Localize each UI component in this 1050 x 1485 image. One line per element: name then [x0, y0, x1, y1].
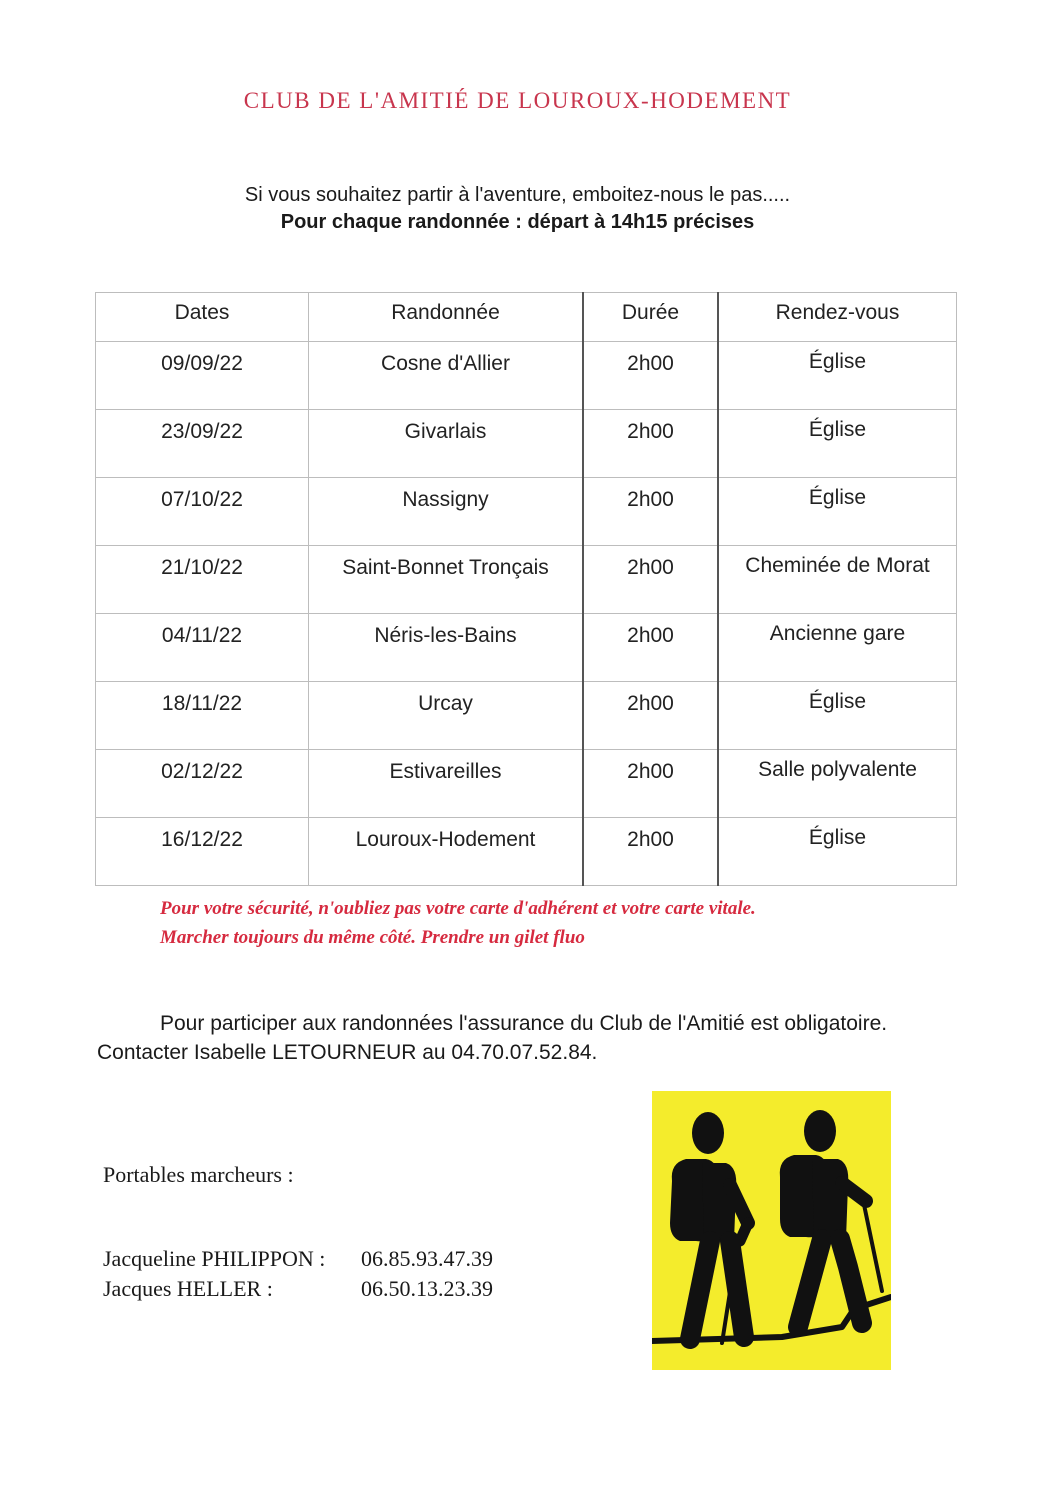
contact-line	[103, 1246, 493, 1272]
table-row	[96, 818, 957, 886]
cell-date: 21/10/22	[96, 546, 309, 614]
contact-number: 06.85.93.47.39	[361, 1246, 493, 1271]
cell-duree: 2h00	[583, 614, 718, 682]
cell-rendez-vous: Ancienne gare	[718, 614, 957, 682]
cell-date: 04/11/22	[96, 614, 309, 682]
hikers-icon	[652, 1091, 891, 1370]
safety-notice-line: Marcher toujours du même côté. Prendre un gilet fluo	[160, 927, 585, 948]
cell-date: 07/10/22	[96, 478, 309, 546]
cell-duree: 2h00	[583, 682, 718, 750]
cell-randonnee: Louroux-Hodement	[309, 818, 584, 886]
table-header-row	[96, 293, 957, 342]
cell-rendez-vous: Église	[718, 818, 957, 886]
cell-duree: 2h00	[583, 410, 718, 478]
cell-date: 23/09/22	[96, 410, 309, 478]
contact-name: Jacqueline PHILIPPON :	[103, 1246, 326, 1271]
intro-line: Si vous souhaitez partir à l'aventure, emboitez-nous le pas.....	[244, 184, 791, 206]
cell-duree: 2h00	[583, 478, 718, 546]
cell-rendez-vous: Cheminée de Morat	[718, 546, 957, 614]
table-row	[96, 682, 957, 750]
safety-notice-line: Pour votre sécurité, n'oubliez pas votre carte d'adhérent et votre carte vitale.	[160, 898, 756, 919]
cell-duree: 2h00	[583, 342, 718, 410]
cell-randonnee: Saint-Bonnet Tronçais	[309, 546, 584, 614]
cell-randonnee: Néris-les-Bains	[309, 614, 584, 682]
cell-date: 18/11/22	[96, 682, 309, 750]
table-row	[96, 410, 957, 478]
cell-randonnee: Givarlais	[309, 410, 584, 478]
cell-rendez-vous: Église	[718, 478, 957, 546]
cell-randonnee: Urcay	[309, 682, 584, 750]
cell-date: 09/09/22	[96, 342, 309, 410]
club-title: CLUB DE L'AMITIÉ DE LOUROUX-HODEMENT	[243, 88, 792, 113]
contact-name: Jacques HELLER :	[103, 1276, 273, 1301]
cell-rendez-vous: Salle polyvalente	[718, 750, 957, 818]
cell-randonnee: Nassigny	[309, 478, 584, 546]
header-dates: Dates	[96, 293, 309, 342]
cell-rendez-vous: Église	[718, 682, 957, 750]
cell-duree: 2h00	[583, 818, 718, 886]
table-row	[96, 478, 957, 546]
contact-line	[103, 1276, 493, 1302]
phones-title: Portables marcheurs :	[103, 1162, 294, 1187]
table-row	[96, 342, 957, 410]
insurance-notice: Pour participer aux randonnées l'assurance du Club de l'Amitié est obligatoire.	[160, 1012, 888, 1035]
cell-duree: 2h00	[583, 546, 718, 614]
cell-date: 16/12/22	[96, 818, 309, 886]
header-randonnee: Randonnée	[309, 293, 584, 342]
schedule-table	[95, 292, 957, 886]
cell-rendez-vous: Église	[718, 410, 957, 478]
table-row	[96, 614, 957, 682]
cell-randonnee: Estivareilles	[309, 750, 584, 818]
insurance-contact: Contacter Isabelle LETOURNEUR au 04.70.07.52.84.	[97, 1041, 598, 1064]
cell-rendez-vous: Église	[718, 342, 957, 410]
departure-time-line: Pour chaque randonnée : départ à 14h15 précises	[280, 211, 755, 233]
cell-randonnee: Cosne d'Allier	[309, 342, 584, 410]
contact-number: 06.50.13.23.39	[361, 1276, 493, 1301]
cell-duree: 2h00	[583, 750, 718, 818]
cell-date: 02/12/22	[96, 750, 309, 818]
table-row	[96, 750, 957, 818]
header-duree: Durée	[583, 293, 718, 342]
table-row	[96, 546, 957, 614]
header-rendez-vous: Rendez-vous	[718, 293, 957, 342]
